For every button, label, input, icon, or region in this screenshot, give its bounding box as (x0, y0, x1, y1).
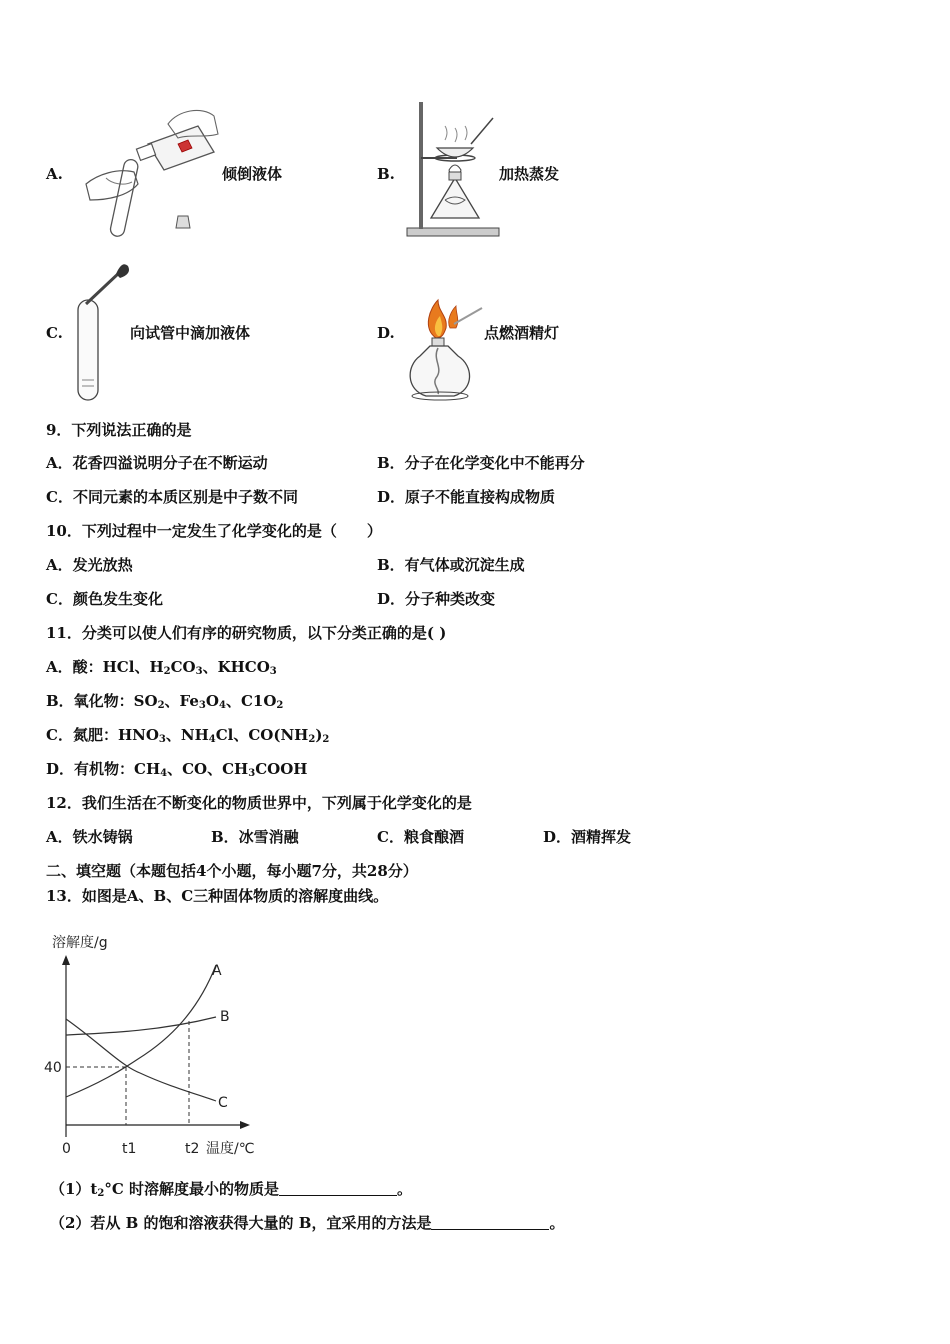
q9-option-b: B．分子在化学变化中不能再分 (377, 454, 585, 472)
q13-part2: （2）若从 B 的饱和溶液获得大量的 B，宜采用的方法是 。 (50, 1214, 565, 1232)
option-d-letter: D. (377, 324, 395, 342)
answer-blank-2[interactable] (431, 1215, 549, 1230)
y-axis-label: 溶解度/g (52, 935, 108, 951)
section-heading: 二、填空题（本题包括4个小题，每小题7分，共28分） (46, 862, 418, 880)
q9-option-d: D．原子不能直接构成物质 (377, 488, 556, 506)
q10-option-b: B．有气体或沉淀生成 (377, 556, 525, 574)
y-axis-arrow (62, 955, 70, 965)
series-label-b: B (220, 1009, 230, 1025)
solubility-chart (40, 925, 270, 1165)
x-tick-t2: t2 (185, 1141, 200, 1157)
q11-option-a: A．酸：HCl、$H_2CO_3$、$KHCO_3$ (46, 658, 277, 677)
y-tick-40: 40 (44, 1060, 62, 1076)
q13-part1: $(1)t_2^\circ C$ 时溶解度最小的物质是 。 (50, 1180, 413, 1199)
q11-option-d: D．有机物：$CH_4$、CO、$CH_3COOH$ (46, 760, 308, 779)
q12-stem: 12．我们生活在不断变化的物质世界中，下列属于化学变化的是 (46, 794, 472, 812)
series-label-a: A (212, 963, 222, 979)
q9-option-a: A．花香四溢说明分子在不断运动 (46, 454, 268, 472)
option-d-label: 点燃酒精灯 (484, 324, 560, 342)
dropper-test-tube-illustration (74, 262, 132, 402)
q10-stem: 10．下列过程中一定发生了化学变化的是（ ） (46, 522, 382, 540)
alcohol-lamp-illustration (402, 298, 486, 404)
q12-option-d: D．酒精挥发 (543, 828, 632, 846)
q13-stem: 13．如图是A、B、C三种固体物质的溶解度曲线。 (46, 887, 389, 905)
q11-stem: 11．分类可以使人们有序的研究物质，以下分类正确的是( ) (46, 624, 447, 642)
option-a-letter: A. (46, 165, 63, 183)
option-b-letter: B. (377, 165, 395, 183)
answer-blank-1[interactable] (279, 1181, 397, 1196)
q12-option-a: A．铁水铸锅 (46, 828, 133, 846)
evaporation-setup-illustration (405, 100, 501, 238)
x-tick-0: 0 (62, 1141, 71, 1157)
curve-a (66, 965, 216, 1097)
q11-option-b: B．氧化物：$SO_2$、$Fe_3O_4$、$C1O_2$ (46, 692, 284, 711)
option-b-label: 加热蒸发 (499, 165, 560, 183)
q10-option-c: C．颜色发生变化 (46, 590, 163, 608)
q10-option-d: D．分子种类改变 (377, 590, 496, 608)
q12-option-c: C．粮食酿酒 (377, 828, 464, 846)
curve-b (66, 1017, 216, 1035)
option-c-label: 向试管中滴加液体 (130, 324, 251, 342)
x-axis-label: 温度/℃ (206, 1141, 255, 1157)
q10-option-a: A．发光放热 (46, 556, 133, 574)
series-label-c: C (218, 1095, 228, 1111)
q9-option-c: C．不同元素的本质区别是中子数不同 (46, 488, 298, 506)
x-axis-arrow (240, 1121, 250, 1129)
pour-liquid-illustration (78, 104, 223, 234)
q12-option-b: B．冰雪消融 (211, 828, 299, 846)
option-a-label: 倾倒液体 (222, 165, 283, 183)
option-c-letter: C. (46, 324, 63, 342)
x-tick-t1: t1 (122, 1141, 137, 1157)
curve-c (66, 1019, 216, 1101)
q11-option-c: C．氮肥：$HNO_3$、$NH_4Cl$、$CO(NH_2)_2$ (46, 726, 330, 745)
q9-stem: 9．下列说法正确的是 (46, 421, 192, 439)
